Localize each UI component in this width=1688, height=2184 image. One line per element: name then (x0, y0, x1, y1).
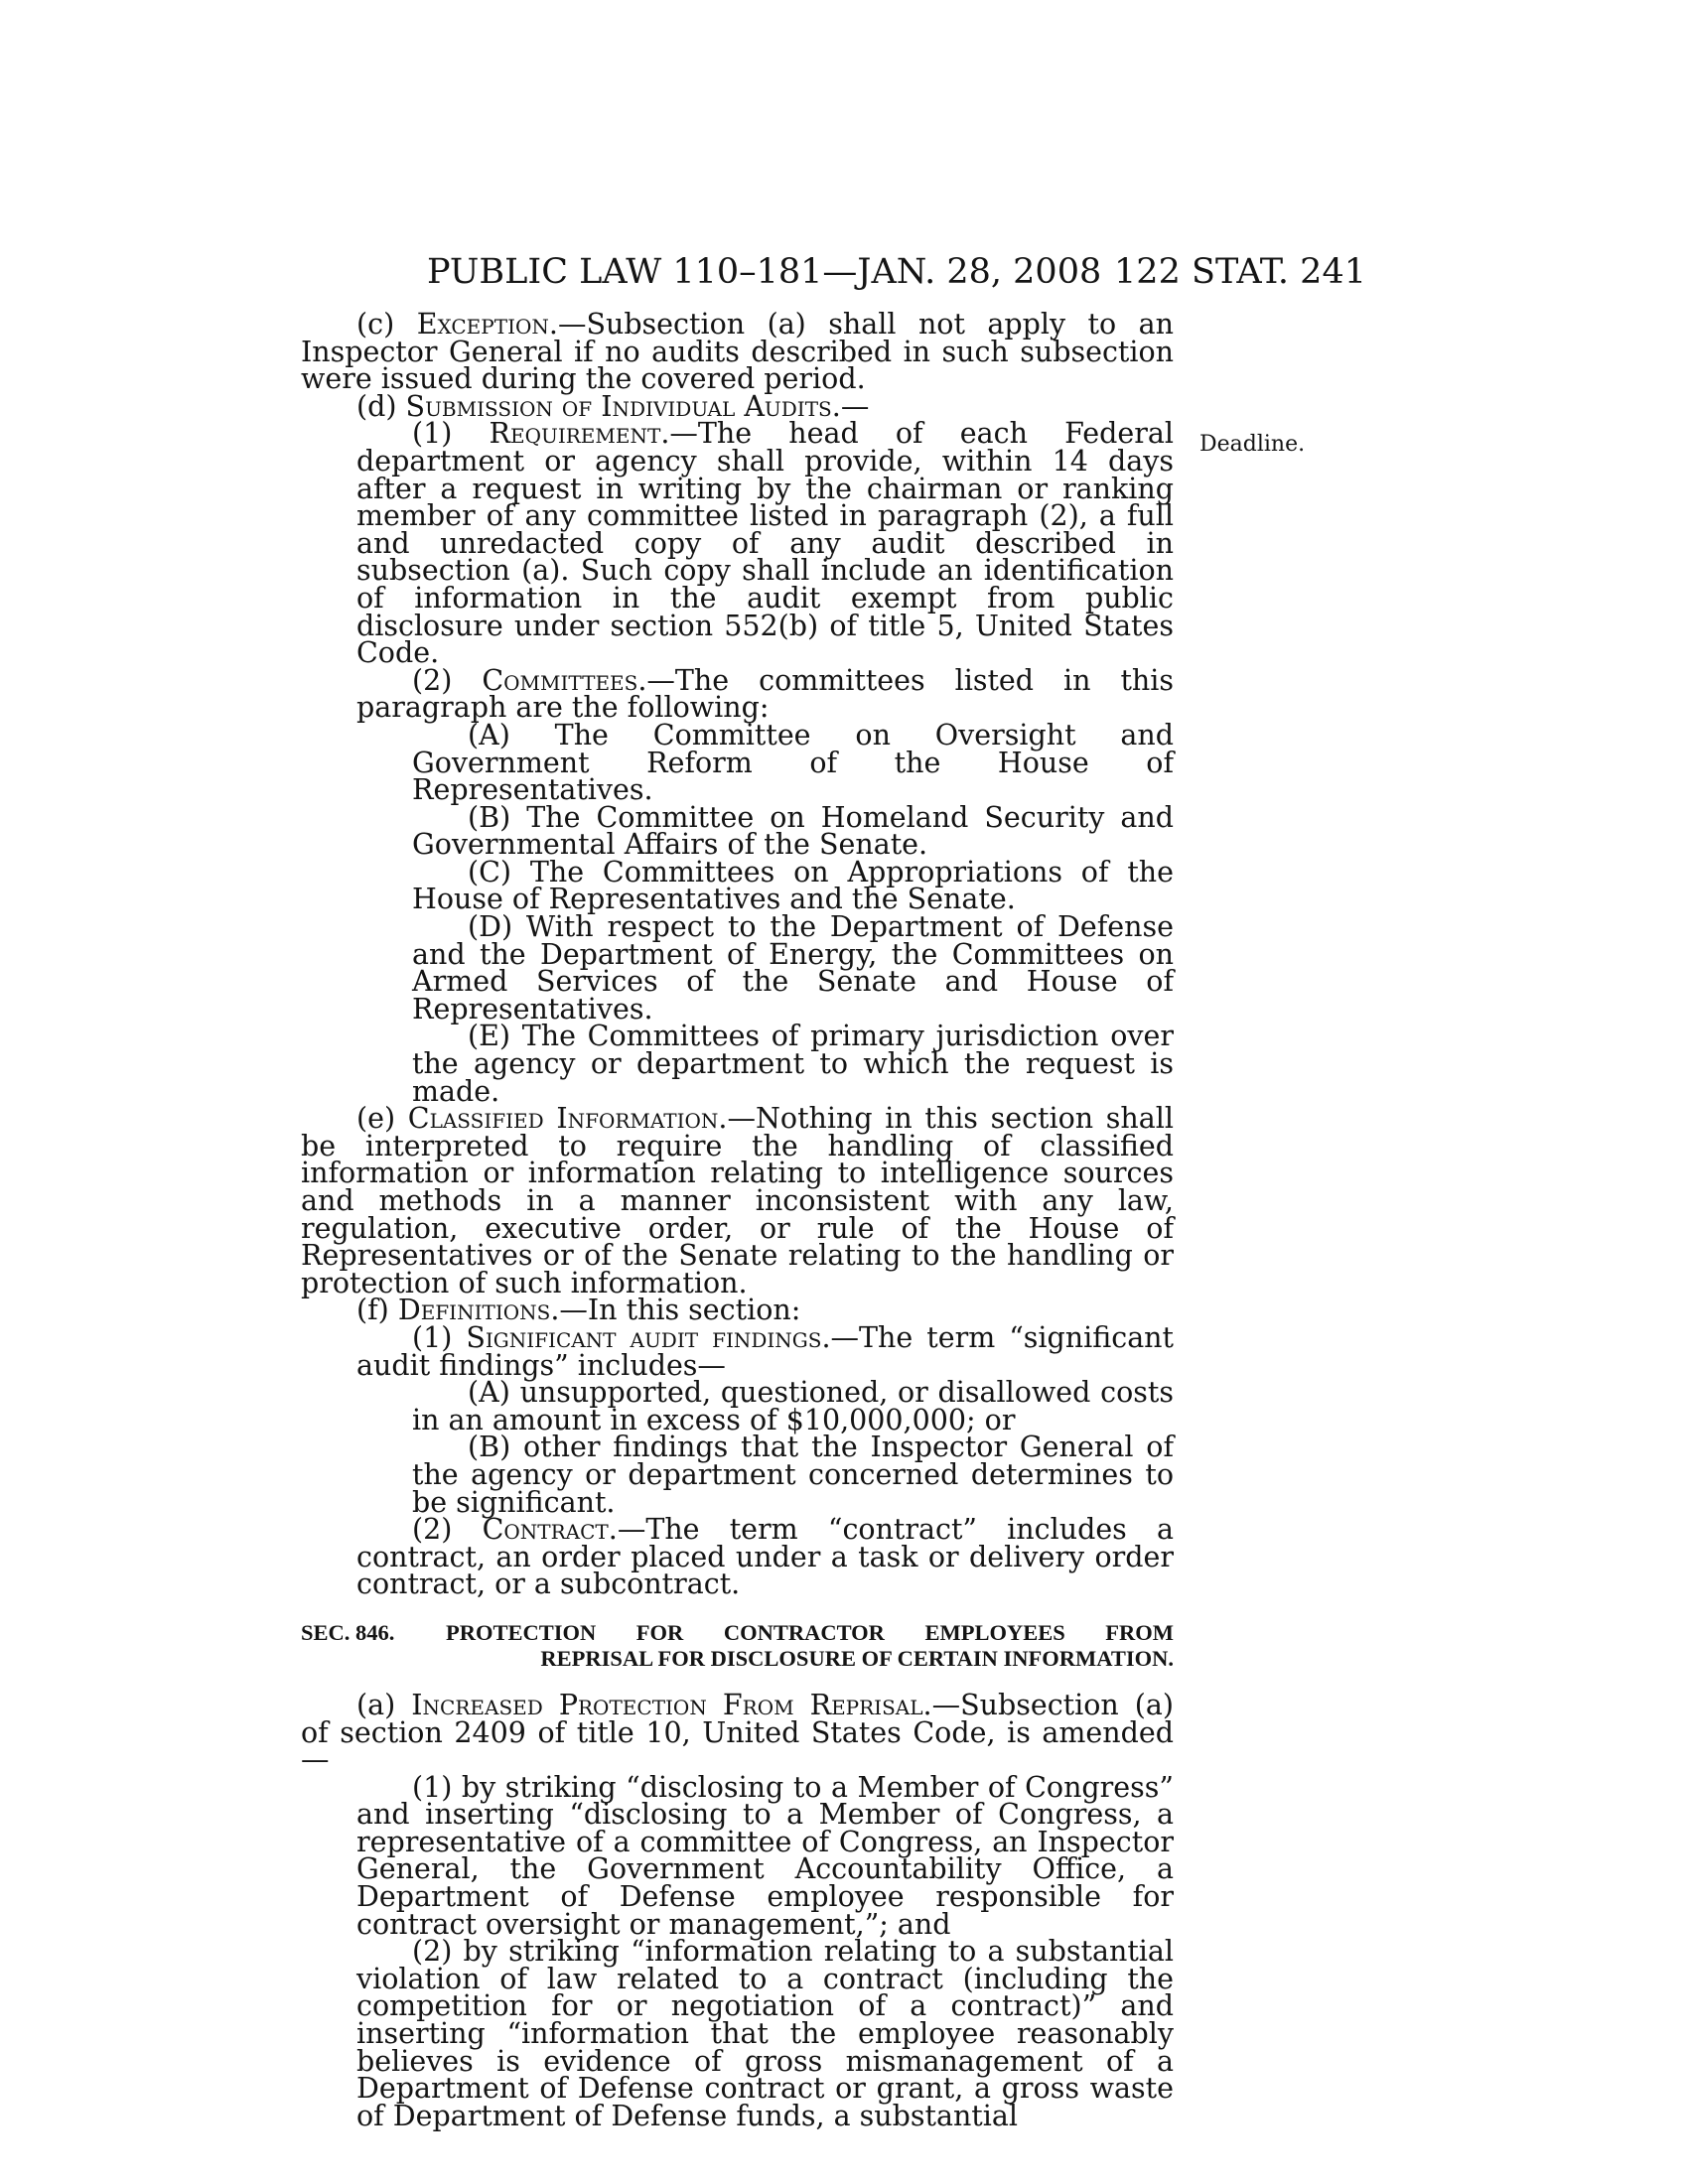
heading: Contract. (482, 1513, 618, 1547)
clause-e-primary-jurisdiction: (E) The Committees of primary jurisdiction over the agency or department to which the request is made. (412, 1020, 1174, 1108)
clause-d-armed-services: (D) With respect to the Department of Defense and the Department of Energy, the Committees on Armed Services of the Senate and House of Representatives. (412, 910, 1174, 1025)
text: —Subsection (a) shall not apply to an Inspector General if no audits described in such subsection were issued during the covered period. (301, 308, 1174, 396)
document-body (301, 308, 1175, 2132)
label: (1) (412, 1320, 467, 1354)
clause-c-appropriations: (C) The Committees on Appropriations of the House of Representatives and the Senate. (412, 855, 1174, 916)
paragraph-d2-committees (301, 663, 1174, 725)
paragraph-f2-contract (301, 1513, 1174, 1601)
text: —The head of each Federal department or agency shall provide, within 14 days after a request in writing by the chairman or ranking member of any committee listed in paragraph (2), a full and unredacted copy of any audit described in subsection (a). Such copy shall include an identification of information in the audit exempt from public disclosure under section 552(b) of title 5, United States Code. (356, 417, 1174, 670)
section-title-line1: PROTECTION FOR CONTRACTOR EMPLOYEES FROM (446, 1619, 1174, 1645)
text: —In this section: (559, 1294, 801, 1327)
label: (a) (356, 1688, 412, 1721)
section-title-line2: REPRISAL FOR DISCLOSURE OF CERTAIN INFORMATION. (540, 1645, 1174, 1671)
label: (f) (356, 1294, 398, 1327)
heading: Increased Protection From Reprisal. (411, 1688, 932, 1721)
label: (c) (356, 308, 417, 341)
clause-a-oversight: (A) The Committee on Oversight and Government Reform of the House of Representatives. (412, 718, 1174, 807)
text: —The committees listed in this paragraph are the following: (356, 663, 1174, 725)
amendment-1: (1) by striking “disclosing to a Member of Congress” and inserting “disclosing to a Member of Congress, a representative of a committee of Congress, an Inspector General, the Government Accountability Office, a Department of Defense employee responsible for contract oversight or management,”; and (356, 1770, 1174, 1941)
heading: Requirement. (489, 417, 670, 451)
label: (2) (412, 663, 483, 697)
text: — (840, 389, 870, 423)
subsection-d-submission (301, 389, 1174, 423)
running-header-title: PUBLIC LAW 110–181—JAN. 28, 2008 (427, 252, 1102, 292)
subsection-c-exception (301, 308, 1174, 396)
heading: Committees. (482, 663, 647, 697)
clause-b-homeland: (B) The Committee on Homeland Security and Governmental Affairs of the Senate. (412, 800, 1174, 862)
paragraph-f1-significant (301, 1320, 1174, 1382)
margin-note-deadline: Deadline. (1199, 432, 1306, 457)
heading: Submission of Individual Audits. (405, 389, 841, 423)
subsection-e-classified (301, 1102, 1174, 1299)
text: —The term “significant audit findings” includes— (356, 1320, 1174, 1382)
label: (e) (356, 1102, 408, 1136)
heading: Definitions. (397, 1294, 560, 1327)
subsection-a-increased-protection (301, 1688, 1175, 1777)
page-stat-number: 122 STAT. 241 (1114, 252, 1366, 292)
heading: Significant audit findings. (466, 1320, 831, 1354)
label: (2) (412, 1513, 483, 1547)
clause-f1b: (B) other findings that the Inspector General of the agency or department concerned determines to be significant. (412, 1431, 1174, 1519)
text: —Subsection (a) of section 2409 of title 10, United States Code, is amended— (301, 1688, 1175, 1777)
text: —The term “contract” includes a contract, an order placed under a task or delivery order contract, or a subcontract. (356, 1513, 1174, 1601)
paragraph-d1-requirement (301, 417, 1174, 670)
heading: Classified Information. (407, 1102, 728, 1136)
text: —Nothing in this section shall be interpreted to require the handling of classified information or information relating to intelligence sources and methods in a manner inconsistent with any law, regulation, executive order, or rule of the House of Representatives or of the Senate relating to the handling or protection of such information. (301, 1102, 1174, 1299)
clause-f1a: (A) unsupported, questioned, or disallowed costs in an amount in excess of $10,000,000; or (412, 1376, 1174, 1436)
subsection-f-definitions (301, 1294, 1174, 1327)
label: (1) (412, 417, 490, 451)
section-number: SEC. 846. (301, 1619, 395, 1645)
heading: Exception. (416, 308, 558, 341)
label: (d) (356, 389, 406, 423)
section-heading (301, 1620, 1174, 1672)
amendment-2: (2) by striking “information relating to a substantial violation of law related to a contract (including the competition for or negotiation of a contract)” and inserting “information that the employee reasonably believes is evidence of gross mismanagement of a Department of Defense contract or grant, a gross waste of Department of Defense funds, a substantial (356, 1935, 1174, 2132)
